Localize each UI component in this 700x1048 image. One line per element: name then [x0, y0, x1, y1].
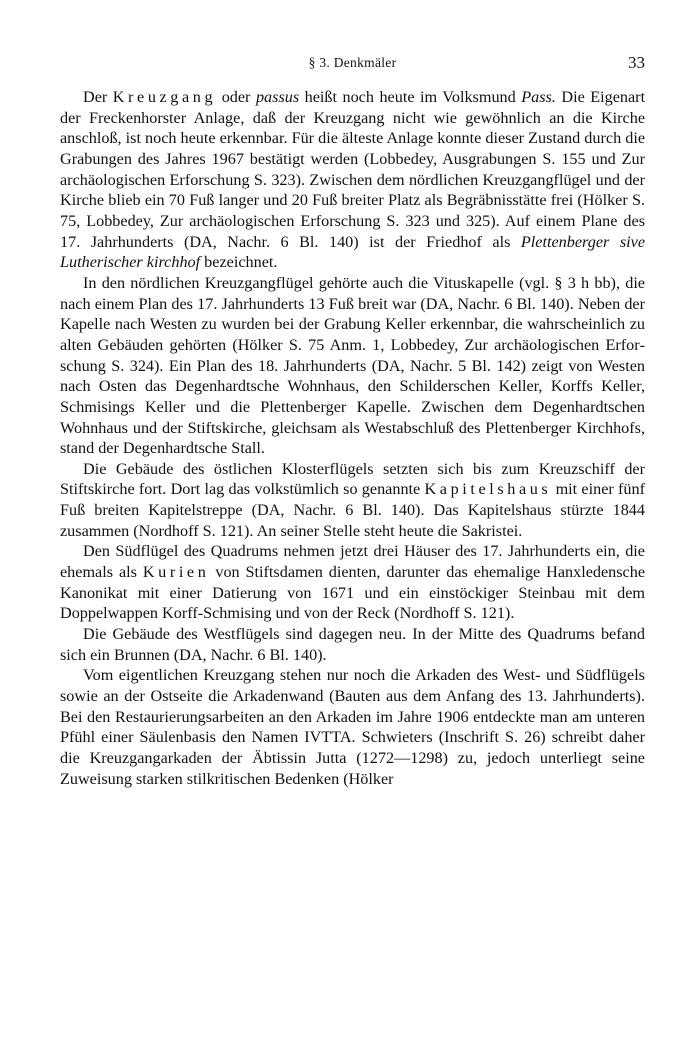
text-run: bezeichnet.	[204, 253, 278, 272]
text-run: heißt noch heute im Volksmund	[304, 88, 516, 106]
paragraph-kreuzgang	[60, 87, 645, 273]
page-header	[60, 53, 645, 77]
running-head: § 3. Denkmäler	[308, 55, 397, 70]
paragraph-westfluegel: Die Gebäude des Westflügels sind dagegen neu. In der Mitte des Quadrums befand sich ein Brunnen (DA, Nachr. 6 Bl. 140).	[60, 625, 645, 664]
spaced-term: Kurien	[142, 563, 210, 582]
page-number: 33	[628, 53, 645, 72]
paragraph-arkaden: Vom eigentlichen Kreuzgang stehen nur noch die Arkaden des West- und Südflügels sowie an der Ostseite die Arkadenwand (Bauten aus dem Anfang des 13. Jahrhunderts). Bei den Restaurierungsarbeiten an den Arkaden im Jahre 1906 entdeckte man am unteren Pfühl einer Säulenbasis den Namen IVTTA. Schwieters (Inschrift S. 26) schreibt daher die Kreuzgangarkaden der Äbtissin Jutta (1272—1298) zu, jedoch unterliegt seine Zuweisung starken stilkritischen Bedenken (Hölker	[60, 666, 645, 788]
text-run: Die Gebäude des östlichen Klosterflügels setzten sich bis zum Kreuzschiff der Stiftskirche fort. Dort lag das volkstümlich so genannte	[60, 459, 645, 499]
text-run: von Stiftsdamen dienten, darunter das ehemalige Hanxledensche Kanonikat mit einer Datierung von 1671 und ein einstöckiger Steinbau mit dem Doppelwappen Korff-Schmising und von der Reck (Nordhoff S. 121).	[60, 563, 646, 623]
text-run: oder	[221, 88, 251, 106]
spaced-term: Kreuzgang	[112, 88, 217, 106]
body-text	[60, 87, 645, 789]
text-run: Die Eigenart der Freckenhorster Anlage, daß der Kreuzgang nicht wie gewöhnlich an die Kirche anschloß, ist noch heute erkennbar. Für die älteste Anlage konnte dieser Zustand durch die Grabungen des Jahres 1967 bestätigt werden (Lobbedey, Ausgrabungen S. 155 und Zur archäologischen Erforschung S. 323). Zwischen dem nördlichen Kreuzgangflügel und der Kirche blieb ein 70 Fuß langer und 20 Fuß breiter Platz als Begräbnisstätte frei (Hölker S. 75, Lobbedey, Zur archäologischen Erforschung S. 323 und 325). Auf einem Plane des 17. Jahrhunderts (DA, Nachr. 6 Bl. 140) ist der Friedhof als	[60, 88, 646, 251]
paragraph-kapitelshaus	[60, 459, 645, 542]
italic-term: passus	[255, 88, 300, 106]
text-run: Der	[83, 88, 108, 106]
italic-term: Pass.	[521, 88, 556, 106]
text-run: Den Südflügel des Quadrums nehmen jetzt drei Häuser des 17. Jahrhunderts ein, die ehemals als	[60, 542, 645, 582]
paragraph-vituskapelle: In den nördlichen Kreuzgangflügel gehörte auch die Vituskapelle (vgl. § 3 h bb), die nach einem Plan des 17. Jahrhunderts 13 Fuß breit war (DA, Nachr. 6 Bl. 140). Neben der Kapelle nach Westen zu wurden bei der Grabung Keller erkennbar, die wahrscheinlich zu alten Gebäuden gehörten (Hölker S. 75 Anm. 1, Lobbedey, Zur archäologischen Erforschung S. 324). Ein Plan des 18. Jahrhunderts (DA, Nachr. 5 Bl. 142) zeigt von Westen nach Osten das Degenhardtsche Wohnhaus, den Schilderschen Keller, Korffs Keller, Schmisings Keller und die Plettenberger Kapelle. Zwischen dem Degenhardtschen Wohnhaus und der Stiftskirche, gleichsam als Westabschluß des Plettenberger Kirchhofs, stand der Degenhardtsche Stall.	[60, 273, 645, 458]
spaced-term: Kapitelshaus	[424, 480, 552, 499]
italic-term: Plettenberger sive Lutherischer kirchhof	[60, 232, 645, 272]
text-run: mit einer fünf Fuß breiten Kapitelstreppe (DA, Nachr. 6 Bl. 140). Das Kapitelshaus stürzte 1844 zusammen (Nordhoff S. 121). An seiner Stelle steht heute die Sakristei.	[60, 480, 646, 540]
paragraph-suedfluegel	[60, 541, 645, 624]
